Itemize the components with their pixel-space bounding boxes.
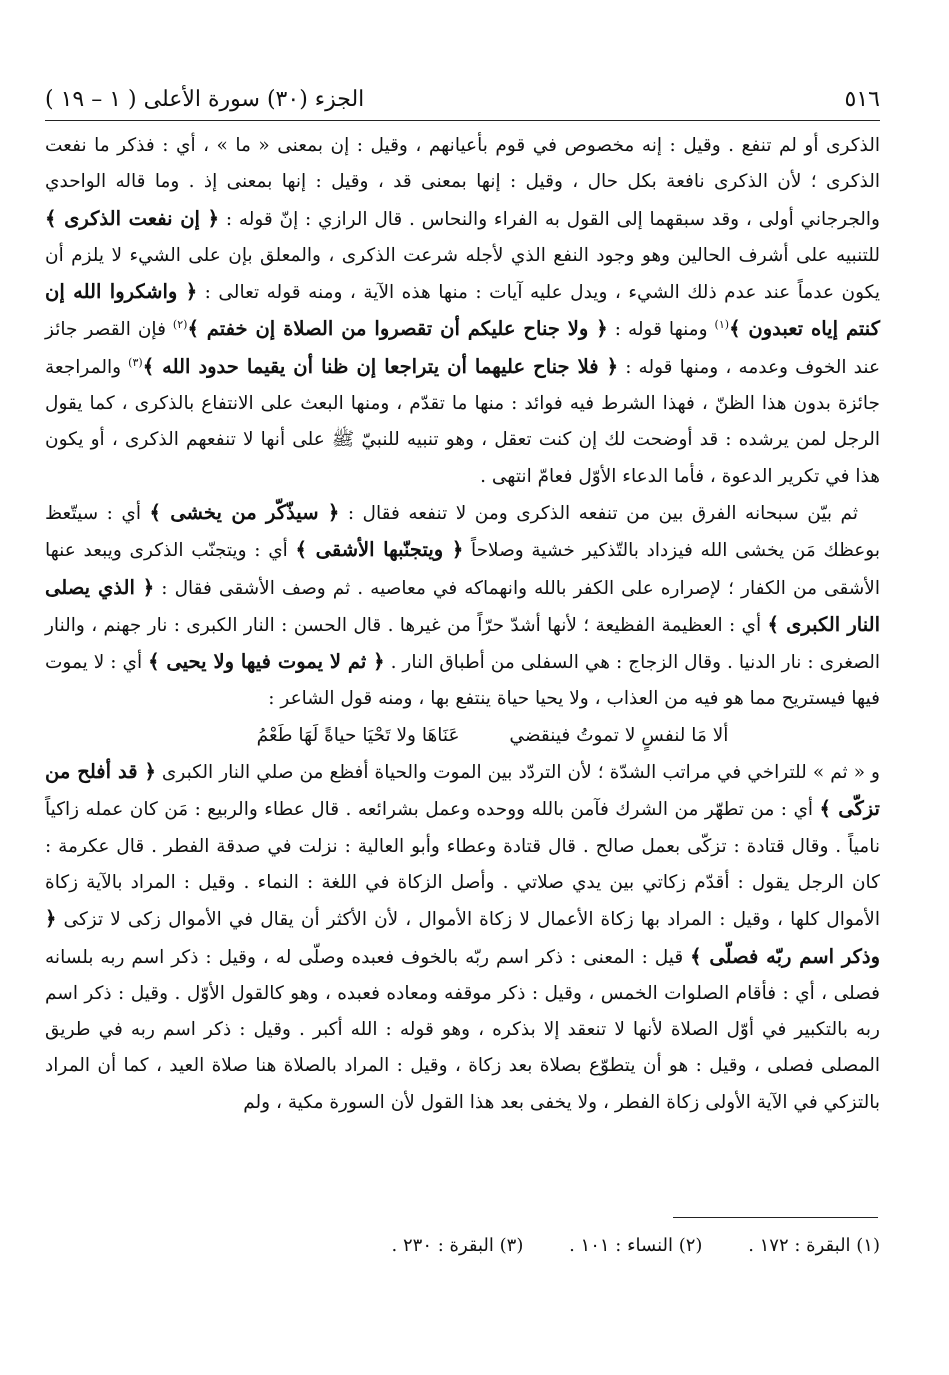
text-run: ثم بيّن سبحانه الفرق بين من تنفعه الذكرى ومن لا تنفعه فقال : — [339, 502, 859, 524]
verse-first-hemistich: ألا مَا لنفسٍ لا تموتُ فينقضي — [509, 724, 729, 746]
text-run: أي : العظيمة الفظيعة ؛ لأنها أشدّ حرّاً من غيرها . قال الحسن : النار الكبرى : نار جهنم ، والنار الصغرى : نار الدنيا . وقال الزجاج : هي السفلى من أطباق النار . — [45, 614, 881, 674]
paragraphs-before-verse — [45, 128, 880, 718]
paragraph — [45, 495, 880, 718]
main-text — [45, 128, 880, 1121]
page-number: ٥١٦ — [844, 87, 880, 112]
footnote-3: (٣) البقرة : ٢٣٠ . — [391, 1235, 524, 1256]
footnote-divider — [673, 1217, 878, 1218]
paragraph — [45, 128, 880, 495]
running-header — [45, 80, 880, 121]
running-title: الجزء (٣٠) سورة الأعلى ( ١ – ١٩ ) — [45, 87, 365, 112]
quran-quote: ﴿ الذي يصلى النار الكبرى ﴾ — [45, 575, 880, 636]
paragraph — [45, 754, 880, 1121]
quran-quote: ﴿ واشكروا الله إن كنتم إياه تعبدون ﴾ — [45, 280, 880, 341]
verse-second-hemistich: عَنَاهَا ولا تَحْيَا حياةً لَهَا طَعْمُ — [256, 724, 460, 746]
text-run: أي : لا يموت فيها فيستريح مما هو فيه من العذاب ، ولا يحيا حياة ينتفع بها ، ومنه قول الشاعر : — [45, 652, 880, 710]
quran-quote: ﴿ ويتجنّبها الأشقى ﴾ — [295, 538, 464, 562]
text-run: و « ثم » للتراخي في مراتب الشدّة ؛ لأن التردّد بين الموت والحياة أفظع من صلي النار الكبرى — [155, 762, 880, 784]
quran-quote: ﴿ ثم لا يموت فيها ولا يحيى ﴾ — [148, 650, 385, 674]
quran-quote: ﴿ وذكر اسم ربّه فصلّى ﴾ — [45, 907, 881, 968]
poetry-verse — [45, 718, 880, 754]
footnote-ref: (١) — [714, 318, 730, 332]
footnote-1: (١) البقرة : ١٧٢ . — [748, 1235, 880, 1256]
quran-quote: ﴿ إن نفعت الذكرى ﴾ — [45, 206, 220, 230]
quran-quote: ﴿ فلا جناح عليهما أن يتراجعا إن ظنا أن يقيما حدود الله ﴾ — [142, 354, 619, 378]
quran-quote: ﴿ سيذّكّر من يخشى ﴾ — [149, 500, 340, 524]
text-run: قيل : المعنى : ذكر اسم ربّه بالخوف فعبده وصلّى له ، وقيل : ذكر اسم ربه بلسانه فصلى ، أي : فأقام الصلوات الخمس ، وقيل : ذكر موقفه ومعاده فعبده ، وهو كالقول الأوّل . وقيل : ذكر اسم ربه بالتكبير في أوّل الصلاة لأنها لا تنعقد إلا بذكره ، وهو قوله : الله أكبر . وقيل : ذكر اسم ربه في طريق المصلى فصلى ، وقيل : هو أن يتطوّع بصلاة بعد زكاة ، وقيل : المراد بالصلاة هنا صلاة العيد ، كما أن المراد بالتزكي في الآية الأولى زكاة الفطر ، ولا يخفى بعد هذا القول لأن السورة مكية ، ولم — [45, 946, 880, 1113]
quran-quote: ﴿ ولا جناح عليكم أن تقصروا من الصلاة إن خفتم ﴾ — [187, 317, 608, 341]
quran-quote: ﴿ قد أفلح من تزكّى ﴾ — [45, 760, 880, 821]
text-run: أي : ويتجنّب الذكرى ويبعد عنها الأشقى من الكفار ؛ لإصراره على الكفر بالله وانهماكه في معاصيه . ثم وصف الأشقى فقال : — [45, 540, 880, 599]
text-run: أي : من تطهّر من الشرك فآمن بالله ووحده وعمل بشرائعه . قال عطاء والربيع : مَن كان عمله زاكياً نامياً . وقال قتادة : تزكّى بعمل صالح . قال قتادة وعطاء وأبو العالية : نزلت في صدقة الفطر . قال عكرمة : كان الرجل يقول : أقدّم زكاتي بين يدي صلاتي . وأصل الزكاة في اللغة : النماء . وقيل : المراد بالآية زكاة الأموال كلها ، وقيل : المراد بها زكاة الأعمال لا زكاة الأموال ، لأن الأكثر أن يقال في الأموال زكى لا تزكى — [45, 799, 880, 931]
text-run: ومنها قوله : — [607, 319, 715, 341]
footnote-ref: (٢) — [172, 318, 188, 332]
paragraphs-after-verse — [45, 754, 880, 1121]
text-run: الذكرى أو لم تنفع . وقيل : إنه مخصوص في قوم بأعيانهم ، وقيل : إن بمعنى « ما » ، أي : فذكر ما نفعت الذكرى ؛ لأن الذكرى نافعة بكل حال ، وقيل : إنها بمعنى قد ، وقيل : إنها بمعنى إذ . وما قاله الواحدي والجرجاني أولى ، وقد سبقهما إلى القول به الفراء والنحاس . قال الرازي : إنّ قوله : — [45, 135, 880, 230]
footnote-2: (٢) النساء : ١٠١ . — [569, 1235, 703, 1256]
footnotes — [45, 1226, 880, 1266]
text-run: أي : سيتّعظ بوعظك مَن يخشى الله فيزداد بالتّذكير خشية وصلاحاً — [45, 502, 881, 562]
text-run: فإن القصر جائز عند الخوف وعدمه ، ومنها قوله : — [45, 319, 880, 378]
text-run: للتنبيه على أشرف الحالين وهو وجود النفع الذي لأجله شرعت الذكرى ، والمعلق بإن على الشيء لا يلزم أن يكون عدماً عند عدم ذلك الشيء ، ويدل عليه آيات : منها هذه الآية ، ومنه قوله تعالى : — [45, 244, 880, 304]
text-run: والمراجعة جائزة بدون هذا الظنّ ، فهذا الشرط فيه فوائد : منها ما تقدّم ، ومنها البعث على الانتفاع بالذكرى ، كما يقول الرجل لمن يرشده : قد أوضحت لك إن كنت تعقل ، وهو تنبيه للنبيّ ﷺ على أنها لا تنفعهم الذكرى ، أو يكون هذا في تكرير الدعوة ، فأما الدعاء الأوّل فعامّ انتهى . — [45, 356, 880, 487]
footnote-ref: (٣) — [128, 355, 143, 369]
